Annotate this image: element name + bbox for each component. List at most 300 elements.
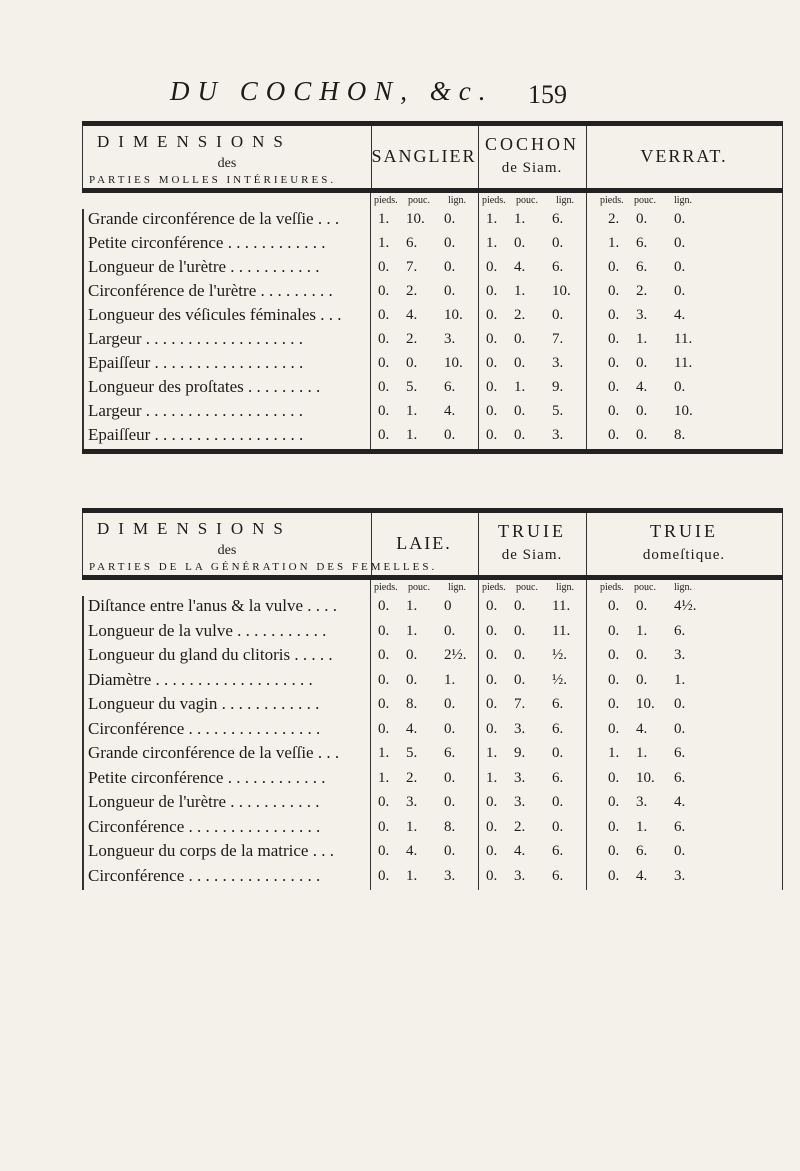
column-rule	[586, 580, 587, 890]
cell-value: 0.	[636, 427, 648, 443]
cell-value: 0.	[514, 403, 526, 419]
table-body	[82, 193, 783, 449]
cell-value: 1.	[406, 818, 418, 835]
cell-value: 0.	[486, 379, 498, 395]
cell-value: 0.	[486, 867, 498, 884]
cell-value: 6.	[674, 745, 686, 761]
cell-value: 4.	[514, 259, 526, 275]
cell-value: 0.	[608, 671, 620, 688]
cell-value: 0.	[674, 696, 686, 712]
cell-value: 10.	[406, 211, 425, 227]
cell-value: 0.	[608, 283, 620, 299]
cell-value: 6.	[674, 622, 686, 639]
unit-label: pieds.	[374, 582, 398, 593]
cell-value: 0.	[636, 403, 648, 419]
unit-label: lign.	[674, 582, 693, 593]
cell-value: 5.	[406, 379, 418, 395]
cell-value: 0.	[608, 696, 620, 712]
cell-value: 4½.	[674, 598, 697, 614]
cell-value: 0.	[486, 307, 498, 323]
cell-value: 0.	[636, 598, 648, 614]
table-row	[82, 645, 783, 670]
table-row	[82, 743, 783, 768]
column-subname: de Siam.	[501, 160, 563, 176]
table-row	[82, 401, 783, 425]
cell-value: 0.	[378, 427, 390, 443]
column-rule	[370, 193, 371, 449]
cell-value: 0.	[514, 598, 526, 614]
cell-value: 0.	[444, 794, 456, 810]
running-title: DU COCHON, &c.	[170, 76, 494, 106]
cell-value: 6.	[674, 818, 686, 835]
unit-label: pouc.	[634, 195, 656, 206]
cell-value: 1.	[514, 211, 526, 227]
column-subname: domeſtique.	[642, 547, 726, 563]
cell-value: 0.	[608, 331, 620, 347]
cell-value: 0.	[378, 671, 390, 688]
column-header	[478, 126, 587, 188]
cell-value: 0.	[608, 769, 620, 786]
cell-value: 0.	[552, 794, 564, 810]
cell-value: 0.	[486, 598, 498, 614]
cell-value: 0.	[608, 720, 620, 737]
cell-value: 0.	[378, 259, 390, 275]
row-label: Circonférence de l'urètre . . . . . . . . .	[82, 281, 368, 305]
cell-value: 0.	[486, 331, 498, 347]
table-row	[82, 209, 783, 233]
cell-value: 2.	[608, 211, 620, 227]
cell-value: 1.	[636, 745, 648, 761]
cell-value: 0.	[378, 598, 390, 614]
cell-value: 6.	[552, 696, 564, 712]
column-rule	[478, 580, 479, 890]
cell-value: 0.	[608, 843, 620, 859]
cell-value: 0.	[608, 427, 620, 443]
column-header	[478, 513, 587, 575]
cell-value: 0.	[486, 647, 498, 663]
cell-value: 2.	[406, 331, 418, 347]
table-header	[82, 126, 783, 193]
row-label: Diſtance entre l'anus & la vulve . . . .	[82, 596, 368, 621]
cell-value: 6.	[552, 843, 564, 859]
unit-label: lign.	[674, 195, 693, 206]
cell-value: 6.	[674, 769, 686, 786]
unit-label: pouc.	[408, 195, 430, 206]
cell-value: 3.	[444, 867, 456, 884]
cell-value: 4.	[636, 720, 648, 737]
cell-value: 10.	[636, 696, 655, 712]
cell-value: 4.	[674, 794, 686, 810]
cell-value: 3.	[514, 794, 526, 810]
cell-value: 11.	[674, 355, 693, 371]
cell-value: 1.	[406, 598, 418, 614]
cell-value: 0.	[378, 379, 390, 395]
column-header	[370, 126, 479, 188]
table-row	[82, 817, 783, 842]
cell-value: 0.	[406, 647, 418, 663]
cell-value: 0.	[486, 671, 498, 688]
cell-value: 11.	[552, 598, 571, 614]
table-row	[82, 329, 783, 353]
cell-value: 1.	[406, 427, 418, 443]
cell-value: 7.	[406, 259, 418, 275]
cell-value: 0.	[674, 283, 686, 299]
table-header	[82, 513, 783, 580]
cell-value: 9.	[514, 745, 526, 761]
cell-value: 0.	[444, 427, 456, 443]
cell-value: 2.	[514, 307, 526, 323]
cell-value: 1.	[406, 867, 418, 884]
cell-value: 0.	[378, 355, 390, 371]
male-dimensions-table	[82, 121, 783, 454]
table-row	[82, 792, 783, 817]
cell-value: 0.	[552, 745, 564, 761]
cell-value: 0.	[486, 843, 498, 859]
cell-value: 3.	[674, 867, 686, 884]
cell-value: 0.	[406, 671, 418, 688]
cell-value: 0.	[486, 355, 498, 371]
cell-value: 3.	[636, 307, 648, 323]
cell-value: 0.	[444, 696, 456, 712]
unit-label: pieds.	[482, 195, 506, 206]
cell-value: 0.	[486, 403, 498, 419]
table-row	[82, 425, 783, 449]
unit-label: pouc.	[516, 582, 538, 593]
cell-value: 4.	[406, 843, 418, 859]
column-name: TRUIE	[650, 521, 718, 541]
cell-value: 2.	[514, 818, 526, 835]
cell-value: 0.	[674, 720, 686, 737]
cell-value: 0.	[674, 259, 686, 275]
cell-value: 4.	[406, 720, 418, 737]
cell-value: 3.	[636, 794, 648, 810]
cell-value: 2.	[636, 283, 648, 299]
unit-label: pouc.	[408, 582, 430, 593]
unit-label: lign.	[556, 195, 575, 206]
row-label: Largeur . . . . . . . . . . . . . . . . . . .	[82, 401, 368, 425]
cell-value: 6.	[552, 769, 564, 786]
cell-value: 6.	[636, 843, 648, 859]
cell-value: 4.	[514, 843, 526, 859]
column-name: TRUIE	[498, 521, 566, 541]
cell-value: 1.	[486, 769, 498, 786]
column-rule	[782, 193, 783, 449]
cell-value: 0.	[444, 259, 456, 275]
cell-value: 6.	[552, 720, 564, 737]
table-row	[82, 719, 783, 744]
heading-line3: PARTIES MOLLES INTÉRIEURES.	[89, 174, 337, 186]
table-row	[82, 768, 783, 793]
cell-value: 0.	[486, 283, 498, 299]
column-header	[370, 513, 479, 575]
cell-value: 10.	[444, 307, 463, 323]
cell-value: 0.	[608, 622, 620, 639]
table-row	[82, 377, 783, 401]
cell-value: 0.	[378, 843, 390, 859]
cell-value: 3.	[514, 769, 526, 786]
page-number: 159	[528, 80, 567, 109]
cell-value: 1.	[378, 235, 390, 251]
cell-value: 1.	[378, 745, 390, 761]
table-row	[82, 233, 783, 257]
cell-value: 6.	[636, 235, 648, 251]
row-label: Longueur de l'urètre . . . . . . . . . . .	[82, 257, 368, 281]
cell-value: 0.	[378, 720, 390, 737]
cell-value: 1.	[514, 379, 526, 395]
cell-value: 1.	[636, 331, 648, 347]
cell-value: 1.	[486, 235, 498, 251]
cell-value: 7.	[514, 696, 526, 712]
unit-label: pieds.	[374, 195, 398, 206]
cell-value: 0.	[514, 235, 526, 251]
unit-label: pieds.	[482, 582, 506, 593]
row-label: Epaiſſeur . . . . . . . . . . . . . . . . . .	[82, 425, 368, 449]
units-row	[82, 580, 783, 596]
row-label: Largeur . . . . . . . . . . . . . . . . . . .	[82, 329, 368, 353]
heading-cell	[82, 126, 372, 188]
cell-value: 0.	[486, 622, 498, 639]
cell-value: 0.	[486, 696, 498, 712]
table-row	[82, 694, 783, 719]
column-name: VERRAT.	[640, 146, 728, 166]
running-head	[0, 76, 800, 116]
cell-value: 0.	[608, 818, 620, 835]
cell-value: 3.	[552, 427, 564, 443]
cell-value: 1.	[636, 622, 648, 639]
cell-value: 0.	[444, 769, 456, 786]
cell-value: 0.	[378, 307, 390, 323]
cell-value: 1.	[486, 211, 498, 227]
cell-value: 0.	[444, 235, 456, 251]
cell-value: 0.	[552, 818, 564, 835]
cell-value: 0.	[608, 598, 620, 614]
cell-value: 1.	[514, 283, 526, 299]
row-label: Circonférence . . . . . . . . . . . . . . . .	[82, 817, 368, 842]
cell-value: 3.	[514, 720, 526, 737]
row-label: Petite circonférence . . . . . . . . . . . .	[82, 233, 368, 257]
column-name: COCHON	[484, 134, 579, 154]
heading-line2: des	[217, 156, 237, 171]
table-row	[82, 281, 783, 305]
cell-value: 6.	[552, 867, 564, 884]
female-dimensions-table	[82, 508, 783, 890]
cell-value: 1.	[608, 235, 620, 251]
heading-line1: DIMENSIONS	[97, 132, 292, 151]
column-name: SANGLIER	[371, 146, 477, 166]
table-row	[82, 257, 783, 281]
cell-value: 0.	[608, 867, 620, 884]
row-label: Diamètre . . . . . . . . . . . . . . . . . . .	[82, 670, 368, 695]
cell-value: 3.	[552, 355, 564, 371]
cell-value: 6.	[552, 259, 564, 275]
cell-value: 0.	[444, 622, 456, 639]
cell-value: 11.	[552, 622, 571, 639]
cell-value: 0.	[674, 211, 686, 227]
cell-value: 0.	[552, 235, 564, 251]
table-body	[82, 580, 783, 890]
table-row	[82, 353, 783, 377]
cell-value: 2.	[406, 283, 418, 299]
row-label: Longueur du corps de la matrice . . .	[82, 841, 368, 866]
cell-value: 0.	[486, 794, 498, 810]
cell-value: 6.	[406, 235, 418, 251]
column-header	[586, 513, 783, 575]
cell-value: 0.	[444, 843, 456, 859]
cell-value: 1.	[486, 745, 498, 761]
row-label: Petite circonférence . . . . . . . . . . . .	[82, 768, 368, 793]
cell-value: 10.	[674, 403, 693, 419]
cell-value: 2.	[406, 769, 418, 786]
row-label: Longueur de la vulve . . . . . . . . . . .	[82, 621, 368, 646]
row-label: Circonférence . . . . . . . . . . . . . . . .	[82, 719, 368, 744]
cell-value: 10.	[552, 283, 571, 299]
cell-value: 11.	[674, 331, 693, 347]
cell-value: 0.	[608, 379, 620, 395]
unit-label: pieds.	[600, 195, 624, 206]
cell-value: 9.	[552, 379, 564, 395]
cell-value: 4.	[674, 307, 686, 323]
cell-value: 3.	[444, 331, 456, 347]
table-row	[82, 305, 783, 329]
cell-value: 0.	[444, 283, 456, 299]
cell-value: 1.	[406, 403, 418, 419]
cell-value: 0.	[674, 843, 686, 859]
row-label: Grande circonférence de la veſſie . . .	[82, 209, 368, 233]
cell-value: 0.	[378, 794, 390, 810]
cell-value: 0.	[486, 259, 498, 275]
cell-value: 0.	[406, 355, 418, 371]
column-rule	[782, 580, 783, 890]
cell-value: 4.	[444, 403, 456, 419]
unit-label: pouc.	[634, 582, 656, 593]
cell-value: 0.	[608, 647, 620, 663]
cell-value: 0.	[552, 307, 564, 323]
cell-value: 0.	[378, 867, 390, 884]
cell-value: ½.	[552, 647, 567, 663]
cell-value: 1.	[378, 769, 390, 786]
cell-value: 1.	[608, 745, 620, 761]
cell-value: 0.	[514, 647, 526, 663]
cell-value: 0.	[486, 427, 498, 443]
cell-value: 6.	[636, 259, 648, 275]
cell-value: 4.	[636, 867, 648, 884]
cell-value: 0	[444, 598, 452, 614]
cell-value: 0.	[378, 696, 390, 712]
heading-line2: des	[217, 543, 237, 558]
cell-value: 6.	[444, 745, 456, 761]
unit-label: lign.	[448, 582, 467, 593]
table-row	[82, 621, 783, 646]
cell-value: 0.	[514, 331, 526, 347]
column-name: LAIE.	[396, 533, 452, 553]
row-label: Grande circonférence de la veſſie . . .	[82, 743, 368, 768]
unit-label: lign.	[556, 582, 575, 593]
units-row	[82, 193, 783, 209]
table-row	[82, 841, 783, 866]
cell-value: 1.	[674, 671, 686, 688]
row-label: Longueur des proſtates . . . . . . . . .	[82, 377, 368, 401]
cell-value: 0.	[608, 307, 620, 323]
cell-value: 1.	[406, 622, 418, 639]
cell-value: 6.	[552, 211, 564, 227]
cell-value: 8.	[674, 427, 686, 443]
cell-value: 4.	[406, 307, 418, 323]
cell-value: 3.	[674, 647, 686, 663]
cell-value: 0.	[636, 671, 648, 688]
cell-value: 0.	[486, 818, 498, 835]
column-subname: de Siam.	[501, 547, 563, 563]
column-header	[586, 126, 783, 188]
row-label: Longueur de l'urètre . . . . . . . . . . .	[82, 792, 368, 817]
cell-value: 0.	[514, 622, 526, 639]
cell-value: 5.	[552, 403, 564, 419]
row-label: Longueur des véſicules féminales . . .	[82, 305, 368, 329]
cell-value: 4.	[636, 379, 648, 395]
cell-value: 0.	[378, 403, 390, 419]
cell-value: 2½.	[444, 647, 467, 663]
cell-value: 5.	[406, 745, 418, 761]
cell-value: 0.	[378, 647, 390, 663]
table-row	[82, 596, 783, 621]
cell-value: 10.	[636, 769, 655, 786]
table-row	[82, 866, 783, 891]
cell-value: 1.	[378, 211, 390, 227]
column-rule	[370, 580, 371, 890]
cell-value: 6.	[444, 379, 456, 395]
heading-line1: DIMENSIONS	[97, 519, 292, 538]
column-rule	[478, 193, 479, 449]
row-label: Longueur du gland du clitoris . . . . .	[82, 645, 368, 670]
cell-value: 3.	[406, 794, 418, 810]
cell-value: 10.	[444, 355, 463, 371]
cell-value: 0.	[514, 355, 526, 371]
row-label: Epaiſſeur . . . . . . . . . . . . . . . . . .	[82, 353, 368, 377]
cell-value: 0.	[514, 671, 526, 688]
cell-value: 0.	[378, 818, 390, 835]
unit-label: lign.	[448, 195, 467, 206]
cell-value: 8.	[444, 818, 456, 835]
cell-value: 1.	[444, 671, 456, 688]
cell-value: 3.	[514, 867, 526, 884]
cell-value: 0.	[608, 794, 620, 810]
cell-value: 0.	[636, 211, 648, 227]
cell-value: 0.	[444, 720, 456, 737]
row-label: Circonférence . . . . . . . . . . . . . . . .	[82, 866, 368, 891]
cell-value: 0.	[608, 355, 620, 371]
cell-value: 0.	[674, 379, 686, 395]
cell-value: ½.	[552, 671, 567, 688]
cell-value: 0.	[444, 211, 456, 227]
cell-value: 1.	[636, 818, 648, 835]
heading-line3: PARTIES DE LA GÉNÉRATION DES FEMELLES.	[89, 561, 438, 573]
cell-value: 0.	[608, 259, 620, 275]
unit-label: pieds.	[600, 582, 624, 593]
cell-value: 0.	[608, 403, 620, 419]
row-label: Longueur du vagin . . . . . . . . . . . .	[82, 694, 368, 719]
cell-value: 0.	[378, 622, 390, 639]
cell-value: 0.	[378, 283, 390, 299]
cell-value: 0.	[636, 647, 648, 663]
cell-value: 7.	[552, 331, 564, 347]
cell-value: 0.	[486, 720, 498, 737]
cell-value: 8.	[406, 696, 418, 712]
cell-value: 0.	[674, 235, 686, 251]
cell-value: 0.	[636, 355, 648, 371]
column-rule	[586, 193, 587, 449]
table-row	[82, 670, 783, 695]
cell-value: 0.	[378, 331, 390, 347]
cell-value: 0.	[514, 427, 526, 443]
